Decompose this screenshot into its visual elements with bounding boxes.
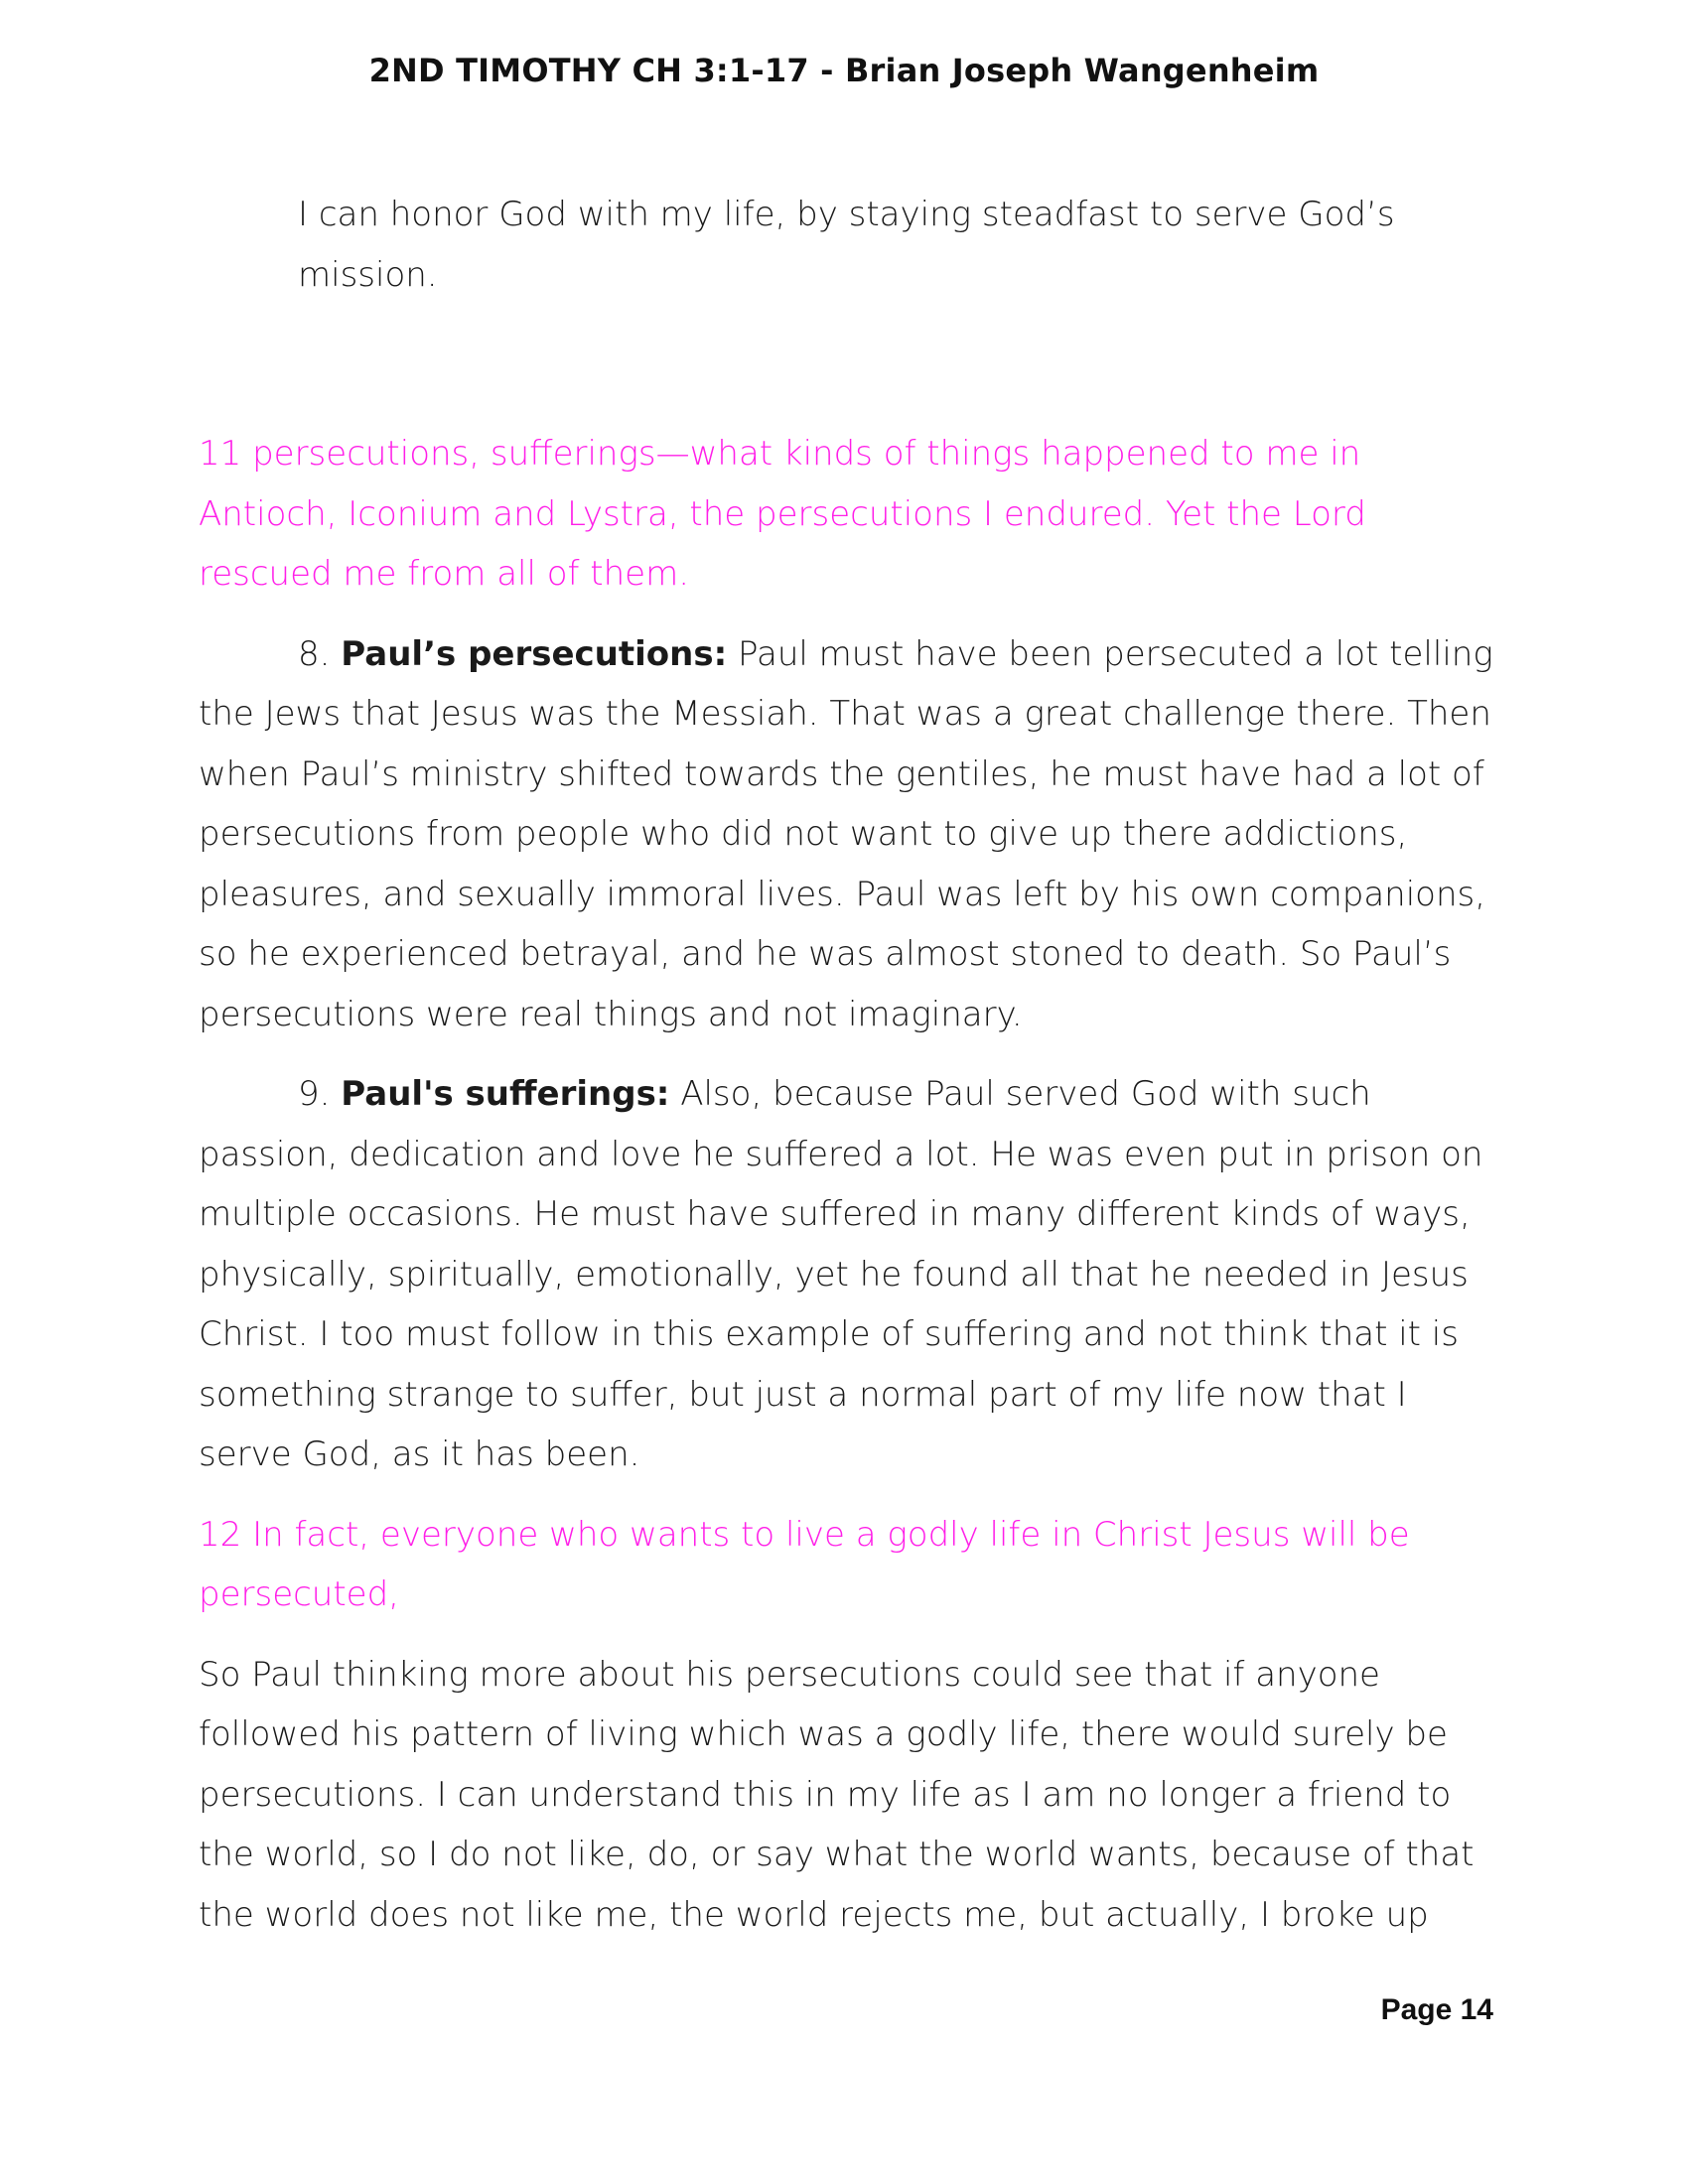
- point-text: Paul must have been persecuted a lot telling the Jews that Jesus was the Messiah. That was a great challenge there. Then when Paul’s ministry shifted towards the gentiles, he must have had a lot of persecutions from people who did not want to give up there addictions, pleasures, and sexually immoral lives. Paul was left by his own companions, so he experienced betrayal, and he was almost stoned to death. So Paul’s persecutions were real things and not imaginary.: [199, 633, 1493, 1034]
- point-text: Also, because Paul served God with such passion, dedication and love he suffered a lot. He was even put in prison on multiple occasions. He must have suffered in many different kinds of ways, physically, spiritually, emotionally, yet he found all that he needed in Jesus Christ. I too must follow in this example of suffering and not think that it is something strange to suffer, but just a normal part of my life now that I serve God, as it has been.: [199, 1074, 1483, 1474]
- verse-11: [199, 424, 1499, 605]
- point-number: 8.: [298, 633, 331, 674]
- closing-paragraph: So Paul thinking more about his persecutions could see that if anyone followed his pattern of living which was a godly life, there would surely be persecutions. I can understand this in my life as I am no longer a friend to the world, so I do not like, do, or say what the world wants, because of that the world does not like me, the world rejects me, but actually, I broke up: [199, 1654, 1475, 1935]
- verse-number: 12: [199, 1514, 242, 1555]
- verse-12: [199, 1505, 1499, 1625]
- verse-text: persecutions, sufferings—what kinds of things happened to me in Antioch, Iconium and Lystra, the persecutions I endured. Yet the Lord rescued me from all of them.: [199, 434, 1366, 594]
- verse-number: 11: [199, 434, 242, 474]
- page-number: Page 14: [1380, 1993, 1493, 2026]
- point-9-paragraph: [199, 1064, 1499, 1485]
- point-heading: Paul's sufferings:: [341, 1074, 670, 1114]
- document-body: [199, 185, 1499, 1965]
- point-heading: Paul’s persecutions:: [341, 633, 728, 674]
- page-header: 2ND TIMOTHY CH 3:1-17 - Brian Joseph Wangenheim: [368, 52, 1320, 89]
- intro-paragraph: I can honor God with my life, by staying steadfast to serve God’s mission.: [298, 195, 1395, 295]
- point-number: 9.: [298, 1074, 331, 1114]
- verse-text: In fact, everyone who wants to live a godly life in Christ Jesus will be persecuted,: [199, 1514, 1410, 1614]
- point-8-paragraph: [199, 624, 1499, 1045]
